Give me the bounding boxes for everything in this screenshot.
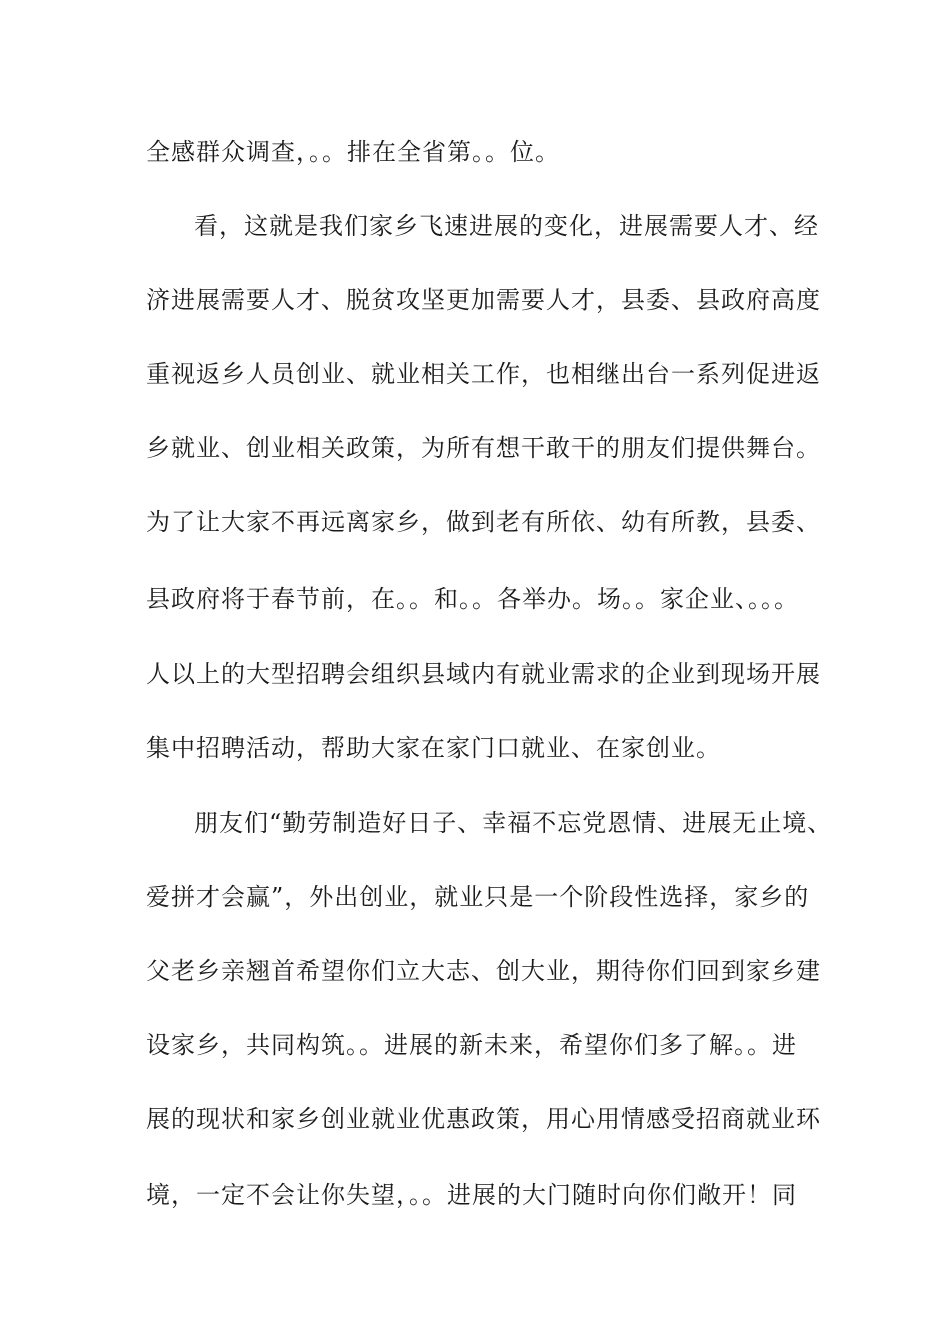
text-line: 集中招聘活动，帮助大家在家门口就业、在家创业。	[146, 734, 721, 762]
text-line: 展的现状和家乡创业就业优惠政策，用心用情感受招商就业环	[146, 1105, 821, 1133]
text-line: 全感群众调查，。。排在全省第。。位。	[146, 138, 560, 166]
text-line: 乡就业、创业相关政策，为所有想干敢干的朋友们提供舞台。	[146, 434, 821, 462]
paragraph-first-line: 朋友们“勤劳制造好日子、幸福不忘党恩情、进展无止境、	[194, 809, 833, 837]
text-line: 父老乡亲翘首希望你们立大志、创大业，期待你们回到家乡建	[146, 957, 821, 985]
text-line: 境，一定不会让你失望，。。进展的大门随时向你们敞开！同	[146, 1181, 797, 1209]
text-line: 设家乡，共同构筑。。进展的新未来，希望你们多了解。。进	[146, 1031, 797, 1059]
text-line: 爱拼才会赢”，外出创业，就业只是一个阶段性选择，家乡的	[146, 883, 810, 911]
text-line: 济进展需要人才、脱贫攻坚更加需要人才，县委、县政府高度	[146, 286, 821, 314]
text-line: 人以上的大型招聘会组织县域内有就业需求的企业到现场开展	[146, 660, 821, 688]
text-line: 为了让大家不再远离家乡，做到老有所依、幼有所教，县委、	[146, 508, 821, 536]
paragraph-first-line: 看，这就是我们家乡飞速进展的变化，进展需要人才、经	[194, 212, 819, 240]
text-line: 重视返乡人员创业、就业相关工作，也相继出台一系列促进返	[146, 360, 821, 388]
text-line: 县政府将于春节前，在。。和。。各举办。场。。家企业、。。。	[146, 585, 799, 613]
